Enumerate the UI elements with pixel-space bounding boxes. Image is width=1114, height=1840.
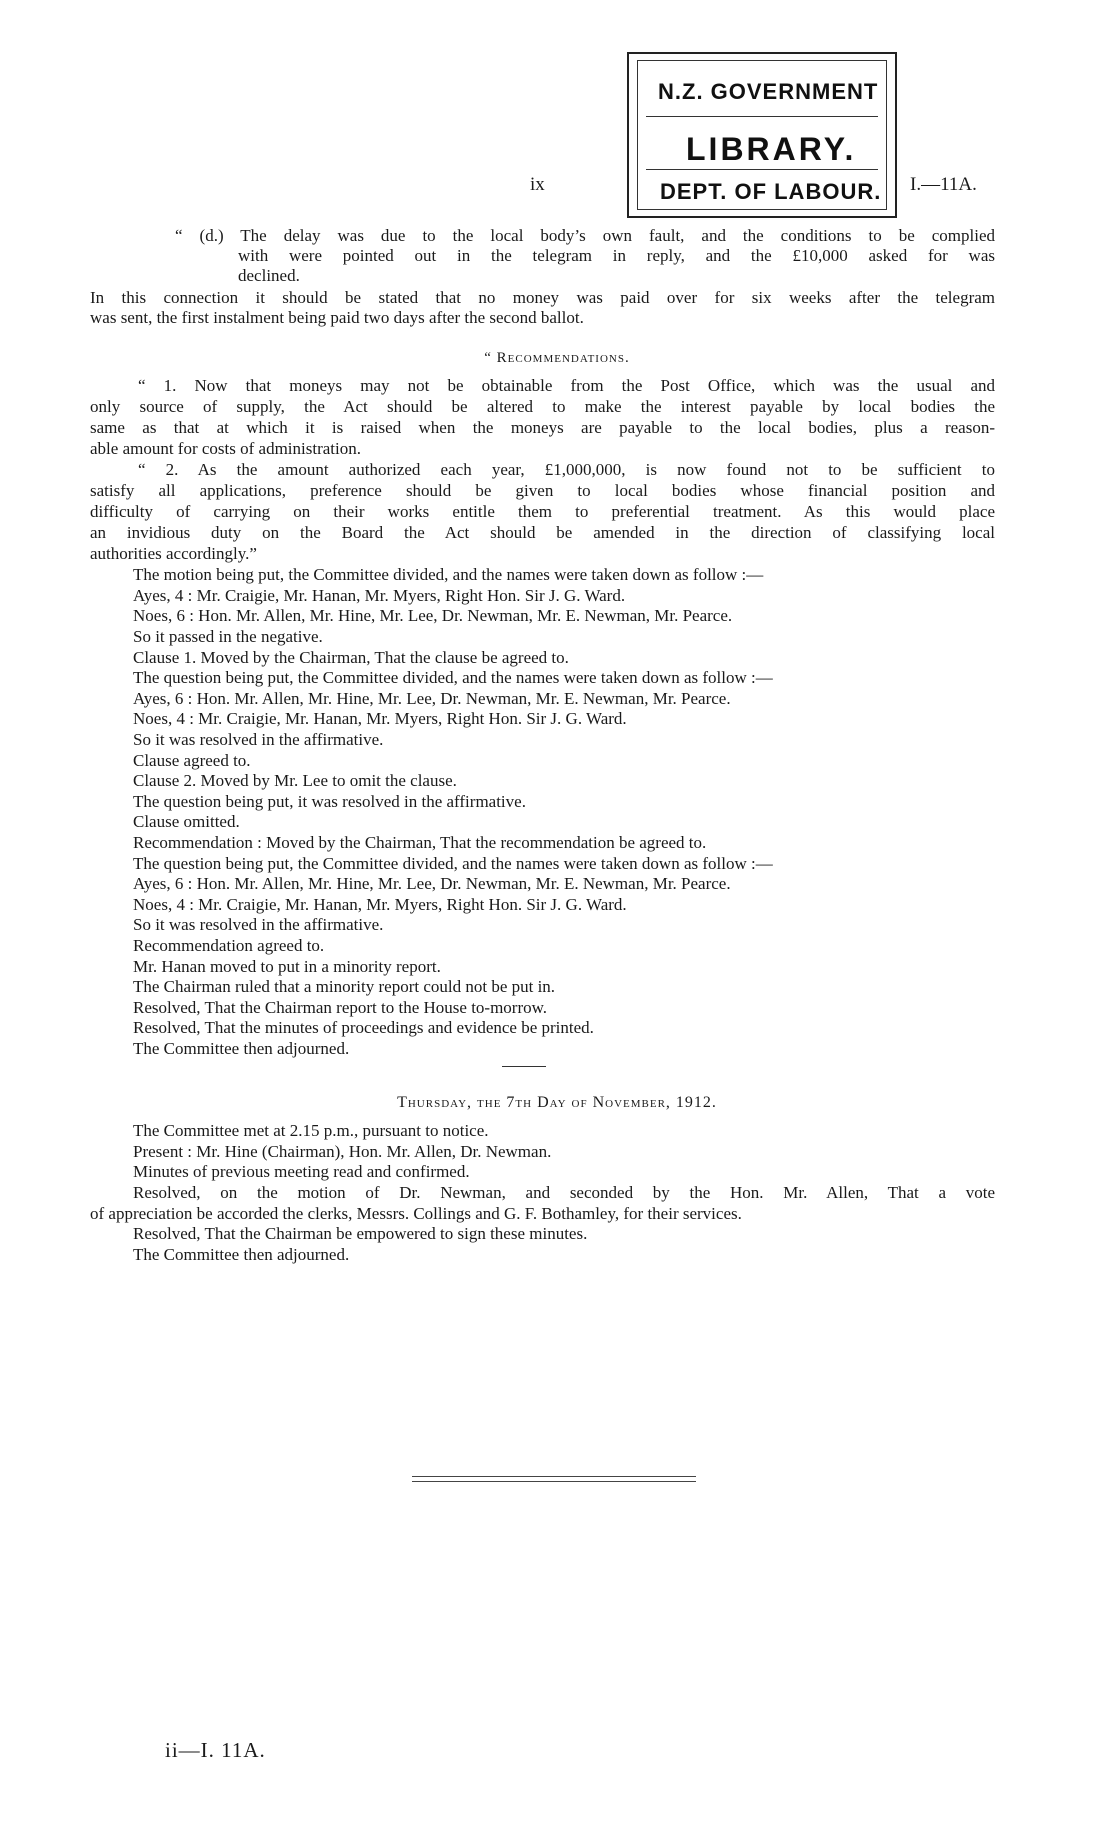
divider — [412, 1476, 696, 1477]
footer-reference: ii—I. 11A. — [165, 1738, 266, 1762]
text-line: difficulty of carrying on their works entitle them to preferential treatment. As this would place — [90, 502, 995, 521]
text-line: Noes, 4 : Mr. Craigie, Mr. Hanan, Mr. Myers, Right Hon. Sir J. G. Ward. — [133, 709, 627, 728]
section-heading: Thursday, the 7th Day of November, 1912. — [397, 1094, 717, 1111]
text-line: Resolved, That the Chairman be empowered to sign these minutes. — [133, 1224, 588, 1243]
stamp-inner-border — [637, 60, 887, 210]
text-line: Mr. Hanan moved to put in a minority report. — [133, 957, 441, 976]
text-line: So it was resolved in the affirmative. — [133, 730, 384, 749]
text-line: In this connection it should be stated that no money was paid over for six weeks after the telegram — [90, 288, 995, 307]
text-line: The Committee met at 2.15 p.m., pursuant to notice. — [133, 1121, 489, 1140]
text-line: Noes, 4 : Mr. Craigie, Mr. Hanan, Mr. Myers, Right Hon. Sir J. G. Ward. — [133, 895, 627, 914]
divider — [412, 1481, 696, 1482]
stamp-line-2: LIBRARY. — [686, 131, 857, 167]
text-line: declined. — [238, 266, 300, 285]
text-line: The Committee then adjourned. — [133, 1039, 350, 1058]
text-line: So it passed in the negative. — [133, 627, 323, 646]
text-line: Ayes, 4 : Mr. Craigie, Mr. Hanan, Mr. Myers, Right Hon. Sir J. G. Ward. — [133, 586, 626, 605]
text-line: The question being put, the Committee divided, and the names were taken down as follow :— — [133, 854, 773, 873]
divider — [502, 1066, 546, 1067]
page-number: ix — [530, 174, 545, 195]
text-line: The question being put, the Committee divided, and the names were taken down as follow :— — [133, 668, 773, 687]
text-line: Present : Mr. Hine (Chairman), Hon. Mr. Allen, Dr. Newman. — [133, 1142, 552, 1161]
text-line: “ (d.) The delay was due to the local body’s own fault, and the conditions to be complied — [175, 226, 995, 245]
stamp-rule — [646, 116, 878, 117]
text-line: with were pointed out in the telegram in reply, and the £10,000 asked for was — [238, 246, 995, 265]
stamp-line-1: N.Z. GOVERNMENT — [658, 79, 879, 104]
text-line: “ 2. As the amount authorized each year, £1,000,000, is now found not to be sufficient to — [138, 460, 995, 479]
text-line: same as that at which it is raised when the moneys are payable to the local bodies, plus a reason- — [90, 418, 995, 437]
text-line: Ayes, 6 : Hon. Mr. Allen, Mr. Hine, Mr. Lee, Dr. Newman, Mr. E. Newman, Mr. Pearce. — [133, 874, 731, 893]
text-line: satisfy all applications, preference should be given to local bodies whose financial position and — [90, 481, 995, 500]
text-line: able amount for costs of administration. — [90, 439, 361, 458]
text-line: Clause 1. Moved by the Chairman, That the clause be agreed to. — [133, 648, 569, 667]
text-line: an invidious duty on the Board the Act should be amended in the direction of classifying local — [90, 523, 995, 542]
text-line: Noes, 6 : Hon. Mr. Allen, Mr. Hine, Mr. Lee, Dr. Newman, Mr. E. Newman, Mr. Pearce. — [133, 606, 733, 625]
text-line: only source of supply, the Act should be altered to make the interest payable by local bodies the — [90, 397, 995, 416]
section-heading: “ Recommendations. — [484, 350, 630, 366]
text-line: Clause 2. Moved by Mr. Lee to omit the clause. — [133, 771, 457, 790]
document-reference: I.—11A. — [910, 174, 977, 195]
text-line: The Committee then adjourned. — [133, 1245, 350, 1264]
text-line: The question being put, it was resolved in the affirmative. — [133, 792, 526, 811]
text-line: Resolved, on the motion of Dr. Newman, and seconded by the Hon. Mr. Allen, That a vote — [133, 1183, 995, 1202]
text-line: Recommendation : Moved by the Chairman, That the recommendation be agreed to. — [133, 833, 707, 852]
text-line: So it was resolved in the affirmative. — [133, 915, 384, 934]
text-line: The Chairman ruled that a minority report could not be put in. — [133, 977, 556, 996]
text-line: Clause omitted. — [133, 812, 240, 831]
text-line: Minutes of previous meeting read and confirmed. — [133, 1162, 470, 1181]
text-line: The motion being put, the Committee divided, and the names were taken down as follow :— — [133, 565, 764, 584]
text-line: Resolved, That the Chairman report to the House to-morrow. — [133, 998, 548, 1017]
text-line: Clause agreed to. — [133, 751, 251, 770]
stamp-rule — [646, 169, 878, 170]
text-line: Recommendation agreed to. — [133, 936, 325, 955]
text-line: authorities accordingly.” — [90, 544, 257, 563]
stamp-line-3: DEPT. OF LABOUR. — [660, 179, 882, 204]
text-line: Ayes, 6 : Hon. Mr. Allen, Mr. Hine, Mr. Lee, Dr. Newman, Mr. E. Newman, Mr. Pearce. — [133, 689, 731, 708]
text-line: “ 1. Now that moneys may not be obtainable from the Post Office, which was the usual and — [138, 376, 995, 395]
text-line: was sent, the first instalment being paid two days after the second ballot. — [90, 308, 584, 327]
text-line: of appreciation be accorded the clerks, Messrs. Collings and G. F. Bothamley, for their services. — [90, 1204, 742, 1223]
library-stamp — [627, 52, 897, 218]
text-line: Resolved, That the minutes of proceedings and evidence be printed. — [133, 1018, 594, 1037]
